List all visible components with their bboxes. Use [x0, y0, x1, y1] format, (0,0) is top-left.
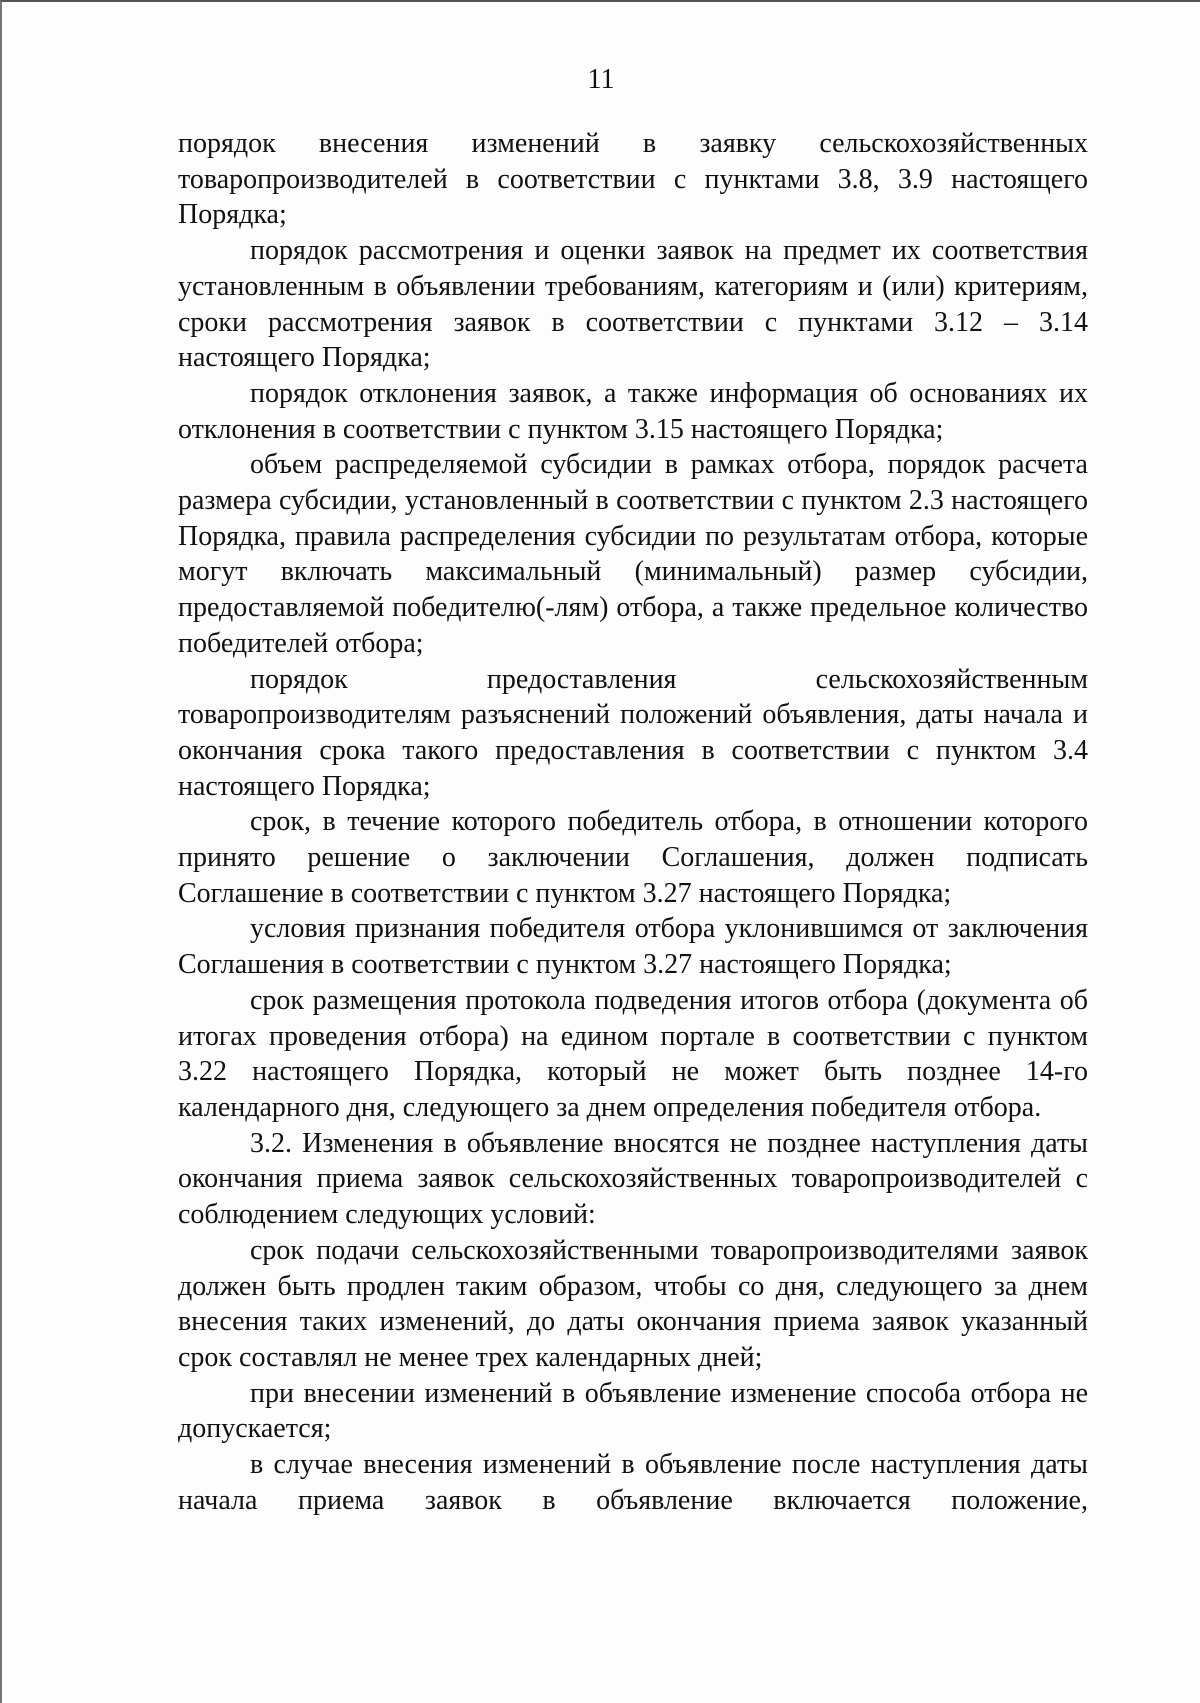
paragraph: порядок предоставления сельскохозяйственным товаропроизводителям разъяснений положений объявления, даты начала и окончания срока такого предоставления в соответствии с пунктом 3.4 настоящего Порядка; [178, 663, 1088, 802]
paragraph: в случае внесения изменений в объявление после наступления даты начала приема заявок в объявление включается положение, [178, 1449, 1088, 1516]
paragraph: порядок отклонения заявок, а также информация об основаниях их отклонения в соответствии с пунктом 3.15 настоящего Порядка; [178, 377, 1088, 445]
paragraph: порядок рассмотрения и оценки заявок на предмет их соответствия установленным в объявлении требованиям, категориям и (или) критериям, сроки рассмотрения заявок в соответствии с пунктами 3.12 – 3.14 настоящего Порядка; [178, 235, 1088, 374]
paragraph: срок подачи сельскохозяйственными товаропроизводителями заявок должен быть продлен таким образом, чтобы со дня, следующего за днем внесения таких изменений, до даты окончания приема заявок указанный срок составлял не менее трех календарных дней; [178, 1234, 1088, 1373]
paragraph: срок, в течение которого победитель отбора, в отношении которого принято решение о заключении Соглашения, должен подписать Соглашение в соответствии с пунктом 3.27 настоящего Порядка; [178, 806, 1088, 909]
paragraph: объем распределяемой субсидии в рамках отбора, порядок расчета размера субсидии, установленный в соответствии с пунктом 2.3 настоящего Порядка, правила распределения субсидии по результатам отбора, которые могут включать максимальный (минимальный) размер субсидии, предоставляемой победителю(-лям) отбора, а также предельное количество победителей отбора; [178, 449, 1088, 659]
paragraph: порядок внесения изменений в заявку сельскохозяйственных товаропроизводителей в соответствии с пунктами 3.8, 3.9 настоящего Порядка; [178, 128, 1088, 231]
document-body [178, 126, 1088, 1518]
page-number: 11 [587, 64, 615, 95]
paragraph: 3.2. Изменения в объявление вносятся не позднее наступления даты окончания приема заявок сельскохозяйственных товаропроизводителей с соблюдением следующих условий: [178, 1127, 1088, 1231]
paragraph: срок размещения протокола подведения итогов отбора (документа об итогах проведения отбора) на едином портале в соответствии с пунктом 3.22 настоящего Порядка, который не может быть позднее 14-го календарного дня, следующего за днем определения победителя отбора. [178, 984, 1088, 1123]
paragraph: условия признания победителя отбора уклонившимся от заключения Соглашения в соответствии с пунктом 3.27 настоящего Порядка; [178, 913, 1088, 981]
paragraph: при внесении изменений в объявление изменение способа отбора не допускается; [178, 1377, 1088, 1445]
